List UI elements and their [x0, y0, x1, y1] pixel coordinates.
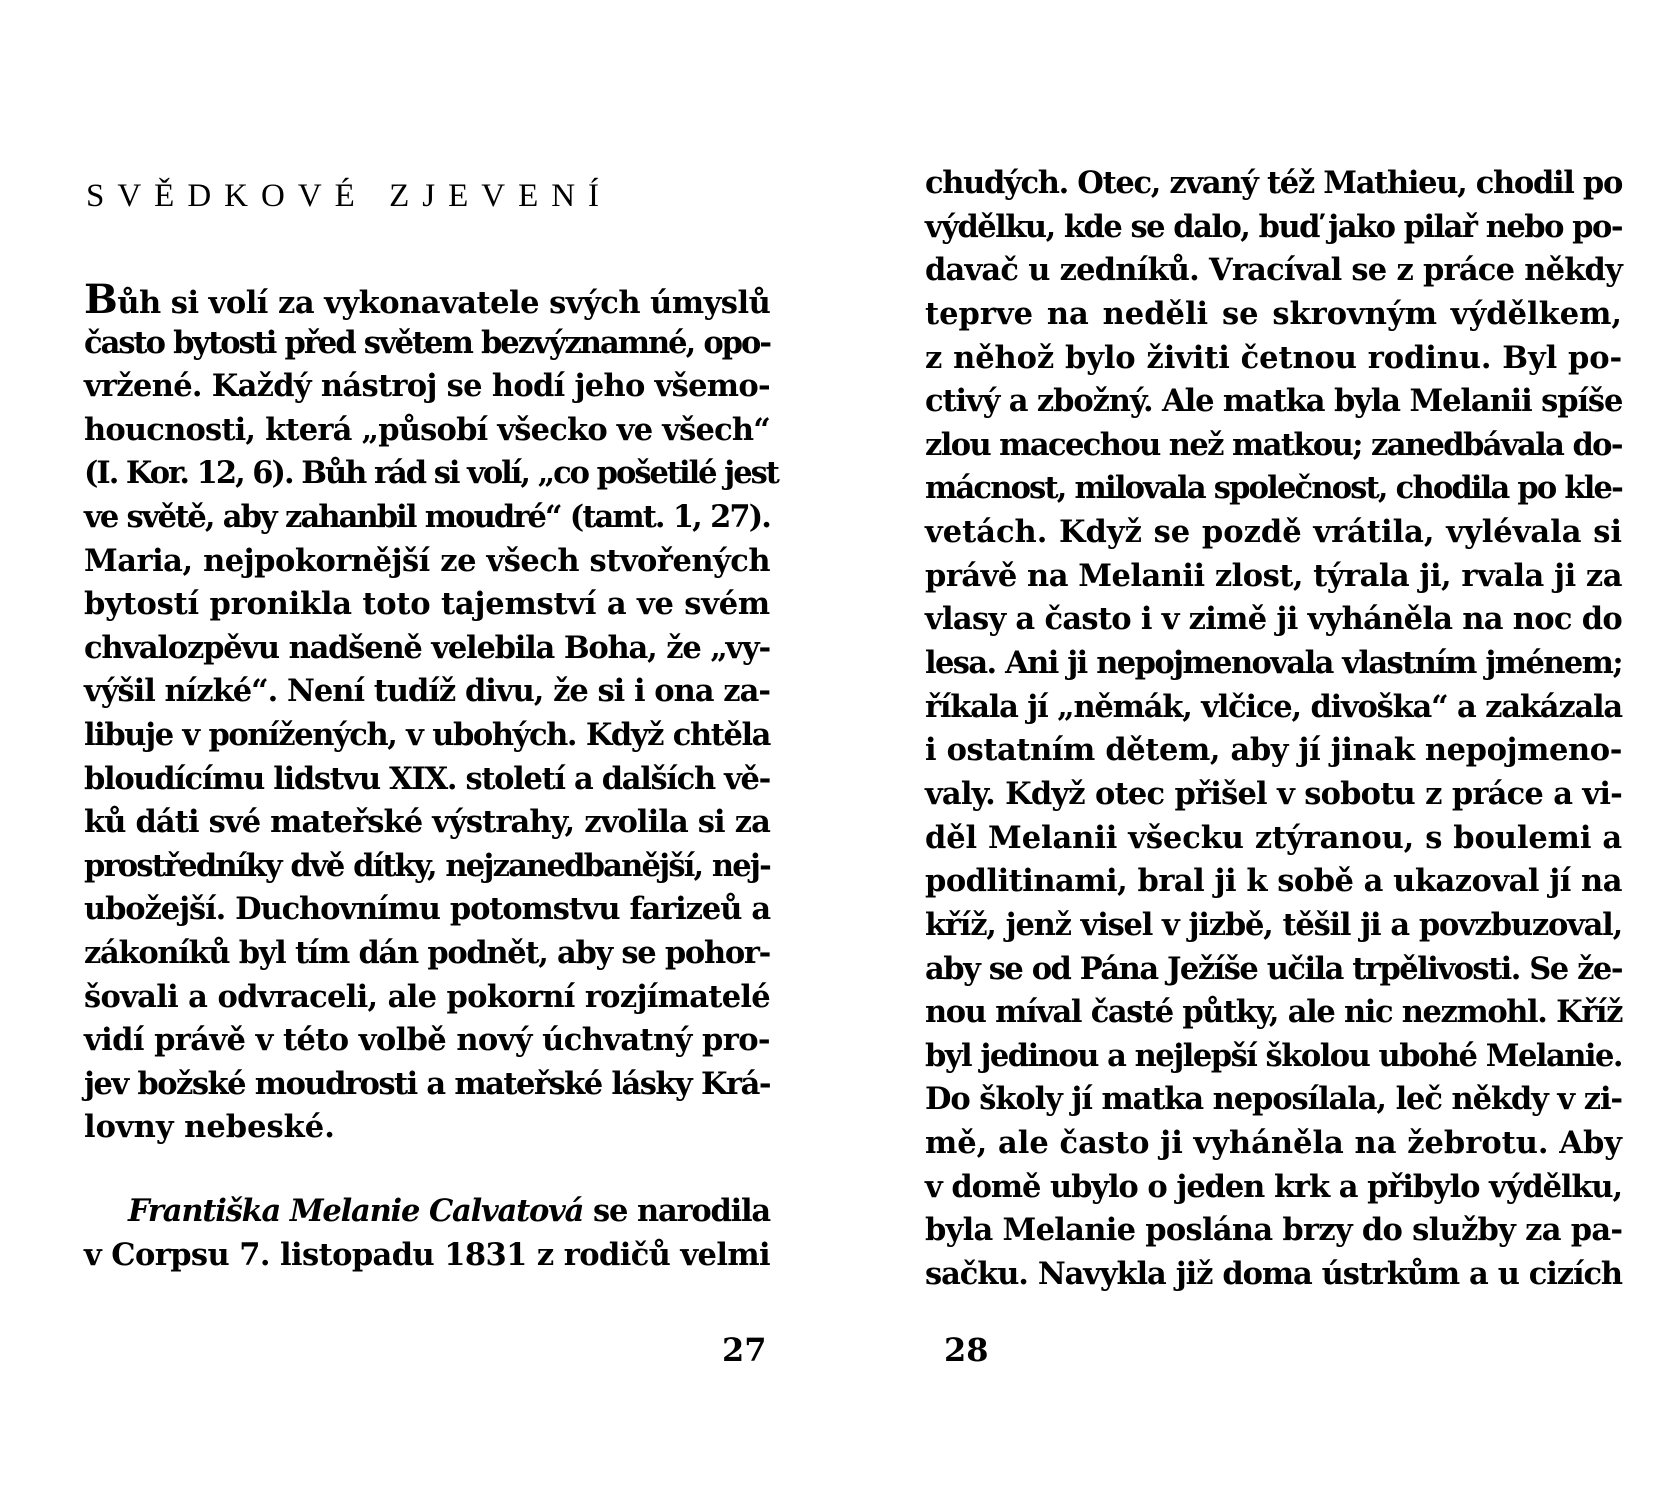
- text-line: kříž, jenž visel v jizbě, těšil ji a povzbuzoval,: [925, 906, 1622, 943]
- text-line: z něhož bylo živiti četnou rodinu. Byl po-: [925, 339, 1622, 376]
- text-line: [84, 1190, 770, 1234]
- text-line: šovali a odvraceli, ale pokorní rozjímatelé: [84, 978, 770, 1015]
- chapter-heading: SVĚDKOVÉ ZJEVENÍ: [86, 178, 613, 214]
- text-line: valy. Když otec přišel v sobotu z práce a vi-: [925, 775, 1622, 812]
- text-line: zákoníků byl tím dán podnět, aby se pohor-: [84, 934, 770, 971]
- text-line: davač u zedníků. Vracíval se z práce někdy: [925, 252, 1622, 289]
- text-line: zlou macechou než matkou; zanedbávala do-: [925, 426, 1622, 463]
- text-line: v Corpsu 7. listopadu 1831 z rodičů velmi: [84, 1236, 770, 1273]
- text-line: chvalozpěvu nadšeně velebila Boha, že „vy-: [84, 629, 770, 666]
- text-line: děl Melanii všecku ztýranou, s boulemi a: [925, 819, 1622, 856]
- text-line: Do školy jí matka neposílala, leč někdy v zi-: [925, 1081, 1622, 1118]
- text-line: i ostatním dětem, aby jí jinak nepojmeno-: [925, 732, 1622, 769]
- text-line: jev božské moudrosti a mateřské lásky Krá-: [84, 1065, 770, 1102]
- text-line: vržené. Každý nástroj se hodí jeho všemo-: [84, 368, 770, 405]
- text-line: libuje v ponížených, v ubohých. Když chtěla: [84, 716, 770, 753]
- text-line: Maria, nejpokornější ze všech stvořených: [84, 542, 770, 579]
- text-line: lesa. Ani ji nepojmenovala vlastním jménem;: [925, 645, 1622, 682]
- text-line: bytostí pronikla toto tajemství a ve svém: [84, 586, 770, 623]
- text-line: nou míval časté půtky, ale nic nezmohl. Kříž: [925, 994, 1622, 1031]
- text-line: výdělku, kde se dalo, buď jako pilař nebo po-: [925, 208, 1622, 245]
- text-line: houcnosti, která „působí všecko ve všech“: [84, 411, 770, 448]
- text-line: ubožejší. Duchovnímu potomstvu farizeů a: [84, 891, 770, 928]
- text-line: ků dáti své mateřské výstrahy, zvolila si za: [84, 804, 770, 841]
- page-number: 28: [944, 1331, 989, 1369]
- melanie-paragraph: [84, 1190, 770, 1277]
- text-line: byla Melanie poslána brzy do služby za pa-: [925, 1212, 1623, 1249]
- text-line: prostředníky dvě dítky, nejzanedbanější, nej-: [84, 847, 770, 884]
- text-line: sačku. Navykla již doma ústrkům a u cizích: [925, 1256, 1622, 1293]
- text-line: často bytosti před světem bezvýznamné, opo-: [84, 324, 770, 361]
- text-line: právě na Melanii zlost, týrala ji, rvala ji za: [925, 557, 1622, 594]
- text-line: (I. Kor. 12, 6). Bůh rád si volí, „co pošetilé jest: [84, 455, 778, 492]
- person-name: Františka Melanie Calvatová: [128, 1193, 584, 1229]
- text-line-content: se narodila: [583, 1193, 770, 1229]
- continuation-paragraph: [925, 162, 1622, 1297]
- right-page: [840, 0, 1680, 1500]
- text-line: vetách. Když se pozdě vrátila, vylévala si: [925, 514, 1622, 551]
- text-line: [84, 278, 770, 322]
- text-line: lovny nebeské.: [84, 1109, 335, 1146]
- text-line: aby se od Pána Ježíše učila trpělivosti. Se že-: [925, 950, 1622, 987]
- drop-cap: B: [84, 276, 118, 323]
- text-line: bloudícímu lidstvu XIX. století a dalších vě-: [84, 760, 771, 797]
- text-line: v domě ubylo o jeden krk a přibylo výdělku,: [925, 1168, 1622, 1205]
- text-line: ctivý a zbožný. Ale matka byla Melanii spíše: [925, 383, 1623, 420]
- text-line: chudých. Otec, zvaný též Mathieu, chodil po: [925, 165, 1622, 201]
- text-line: vidí právě v této volbě nový úchvatný pro-: [84, 1022, 770, 1059]
- text-line: vlasy a často i v zimě ji vyháněla na noc do: [925, 601, 1622, 638]
- text-line: výšil nízké“. Není tudíž divu, že si i ona za-: [84, 673, 770, 710]
- text-line: říkala jí „němák, vlčice, divoška“ a zakázala: [925, 688, 1622, 725]
- text-line: ve světě, aby zahanbil moudré“ (tamt. 1, 27).: [84, 498, 770, 535]
- text-line: byl jedinou a nejlepší školou ubohé Melanie.: [925, 1037, 1622, 1074]
- text-line: podlitinami, bral ji k sobě a ukazoval jí na: [925, 863, 1622, 900]
- text-line-content: ůh si volí za vykonavatele svých úmyslů: [117, 285, 771, 321]
- text-line: teprve na neděli se skrovným výdělkem,: [925, 295, 1622, 332]
- page-number: 27: [722, 1331, 767, 1369]
- text-line: mácnost, milovala společnost, chodila po kle-: [925, 470, 1622, 507]
- text-line: mě, ale často ji vyháněla na žebrotu. Aby: [925, 1125, 1622, 1162]
- intro-paragraph: [84, 276, 778, 1150]
